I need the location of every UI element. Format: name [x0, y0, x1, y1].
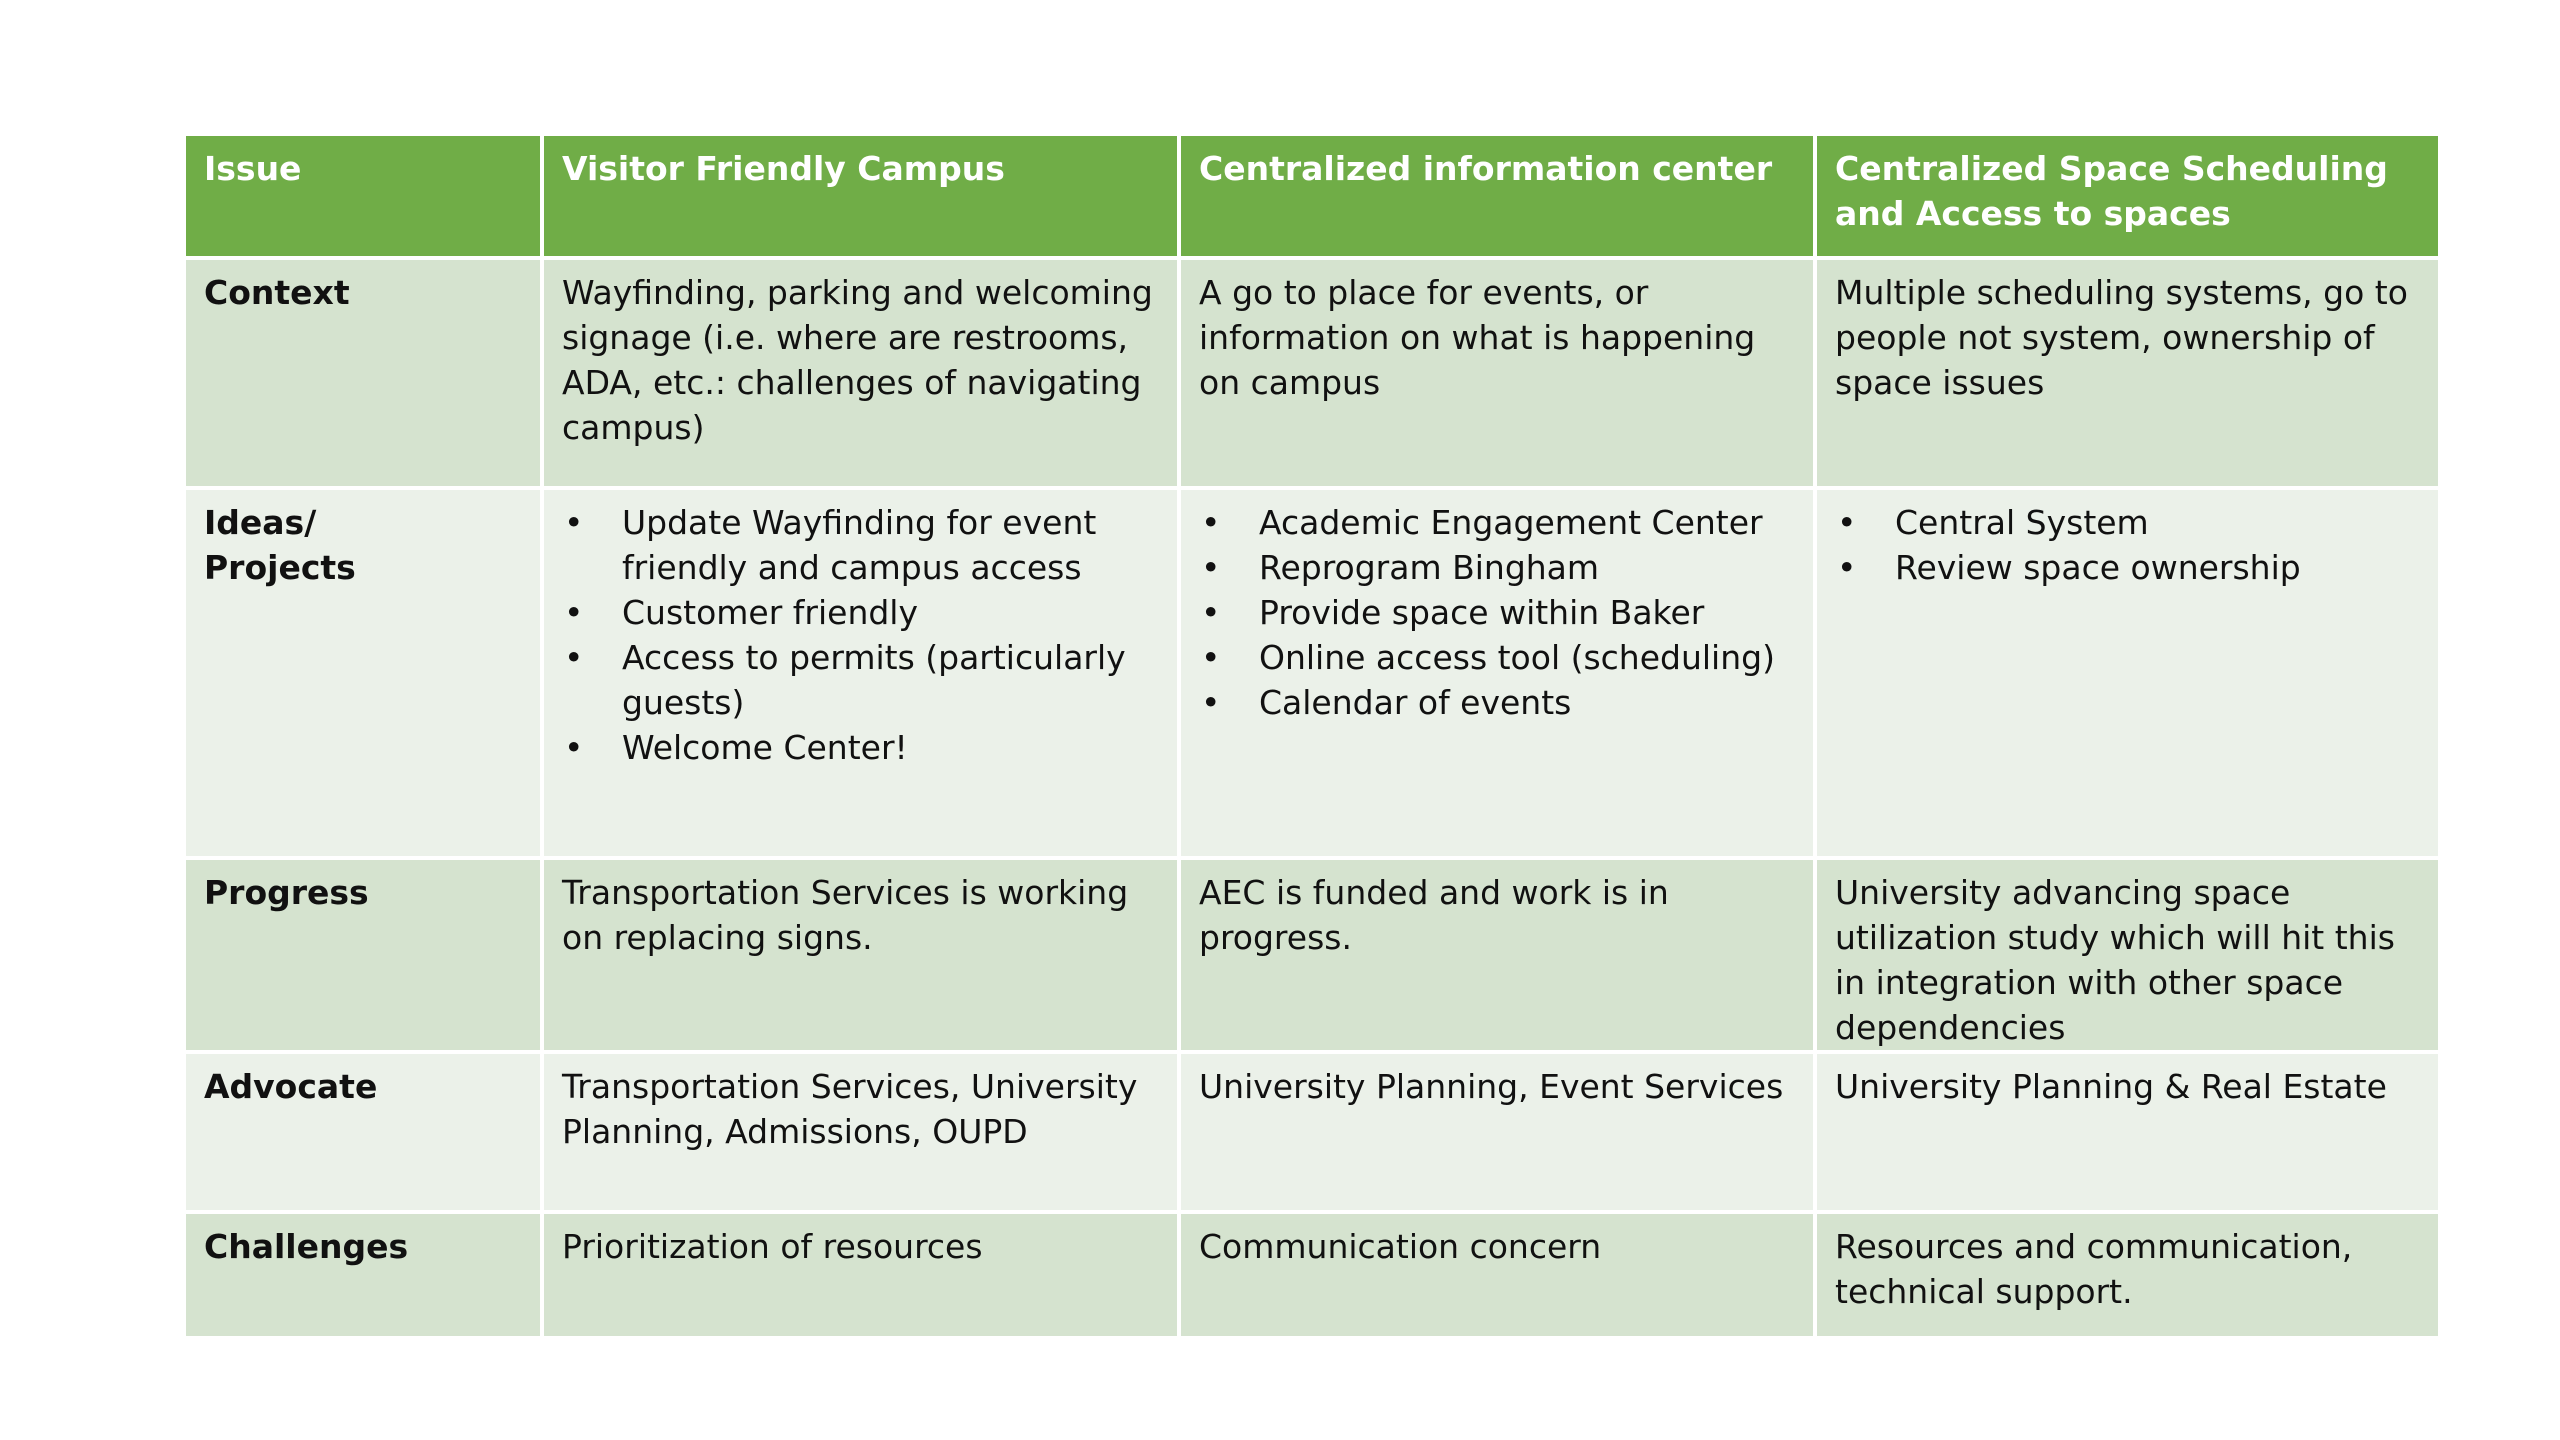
- ideas-list-visitor: [562, 500, 1159, 770]
- list-item: • Welcome Center!: [562, 725, 1159, 770]
- list-item: • Reprogram Bingham: [1199, 545, 1795, 590]
- row-label-ideas-line2: Projects: [204, 548, 356, 587]
- header-issue: Issue: [186, 136, 540, 256]
- challenges-information-center: Communication concern: [1181, 1214, 1813, 1336]
- challenges-space-scheduling: Resources and communication, technical support.: [1817, 1214, 2438, 1336]
- row-label-challenges: Challenges: [186, 1214, 540, 1336]
- advocate-space-scheduling: University Planning & Real Estate: [1817, 1054, 2438, 1210]
- context-visitor-friendly-campus: Wayfinding, parking and welcoming signage (i.e. where are restrooms, ADA, etc.: challenges of navigating campus): [544, 260, 1177, 486]
- ideas-list-scheduling: [1835, 500, 2420, 590]
- list-item: • Central System: [1835, 500, 2420, 545]
- header-visitor-friendly-campus: Visitor Friendly Campus: [544, 136, 1177, 256]
- row-label-ideas-projects: [186, 490, 540, 856]
- ideas-space-scheduling: [1817, 490, 2438, 856]
- progress-space-scheduling: University advancing space utilization study which will hit this in integration with other space dependencies: [1817, 860, 2438, 1050]
- list-item: • Customer friendly: [562, 590, 1159, 635]
- context-information-center: A go to place for events, or information on what is happening on campus: [1181, 260, 1813, 486]
- advocate-information-center: University Planning, Event Services: [1181, 1054, 1813, 1210]
- advocate-visitor-friendly-campus: Transportation Services, University Planning, Admissions, OUPD: [544, 1054, 1177, 1210]
- row-label-context: Context: [186, 260, 540, 486]
- header-centralized-information-center: Centralized information center: [1181, 136, 1813, 256]
- list-item: • Calendar of events: [1199, 680, 1795, 725]
- ideas-list-information: [1199, 500, 1795, 725]
- list-item: • Online access tool (scheduling): [1199, 635, 1795, 680]
- row-label-progress: Progress: [186, 860, 540, 1050]
- row-label-ideas-line1: Ideas/: [204, 503, 317, 542]
- ideas-information-center: [1181, 490, 1813, 856]
- list-item: • Academic Engagement Center: [1199, 500, 1795, 545]
- list-item: • Review space ownership: [1835, 545, 2420, 590]
- context-space-scheduling: Multiple scheduling systems, go to people not system, ownership of space issues: [1817, 260, 2438, 486]
- row-label-advocate: Advocate: [186, 1054, 540, 1210]
- header-centralized-space-scheduling: Centralized Space Scheduling and Access to spaces: [1817, 136, 2438, 256]
- progress-visitor-friendly-campus: Transportation Services is working on replacing signs.: [544, 860, 1177, 1050]
- ideas-visitor-friendly-campus: [544, 490, 1177, 856]
- progress-information-center: AEC is funded and work is in progress.: [1181, 860, 1813, 1050]
- list-item: • Provide space within Baker: [1199, 590, 1795, 635]
- list-item: • Update Wayfinding for event friendly and campus access: [562, 500, 1159, 590]
- challenges-visitor-friendly-campus: Prioritization of resources: [544, 1214, 1177, 1336]
- list-item: • Access to permits (particularly guests): [562, 635, 1159, 725]
- issues-table: [186, 136, 2426, 1336]
